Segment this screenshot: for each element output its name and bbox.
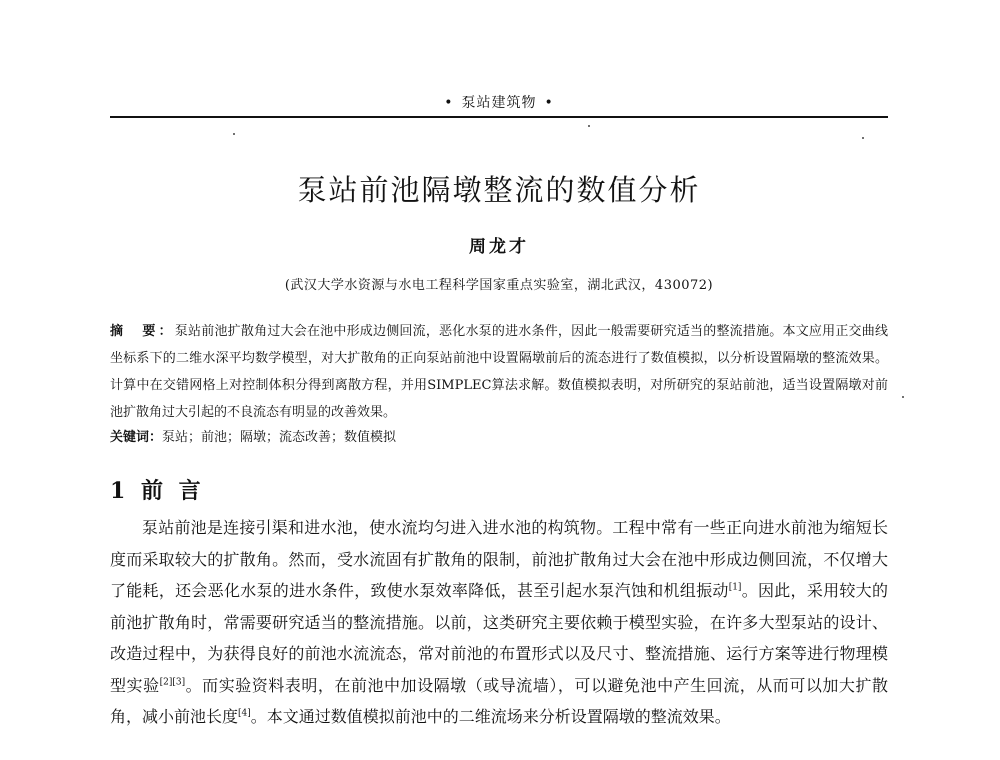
scan-speck <box>862 137 864 139</box>
header-bullet-left: • <box>444 95 454 111</box>
abstract-text: 泵站前池扩散角过大会在池中形成边侧回流，恶化水泵的进水条件，因此一般需要研究适当的整流措施。本文应用正交曲线坐标系下的二维水深平均数学模型，对大扩散角的正向泵站前池中设置隔墩前后的流态进行了数值模拟，以分析设置隔墩的整流效果。计算中在交错网格上对控制体积分得到离散方程，并用SIMPLEC算法求解。数值模拟表明，对所研究的泵站前池，适当设置隔墩对前池扩散角过大引起的不良流态有明显的改善效果。 <box>110 324 888 420</box>
abstract <box>110 318 888 426</box>
body-segment: 因此，采用较大的前池扩散角时，常需要研究适当的整流措施。以前，这类研究主要依赖于模型实验，在许多大型泵站的设计、改造过程中，为获得良好的前池水流流态，常对前池的布置形式以及尺寸、整流措施、运行方案等进行物理模型实验 <box>110 581 888 695</box>
scan-speck <box>902 396 904 398</box>
scan-speck <box>588 125 590 127</box>
header-rule <box>110 116 888 118</box>
keywords-label: 关键词： <box>110 430 163 445</box>
abstract-label: 摘 要： <box>110 324 175 339</box>
body-segment: 泵站前池是连接引渠和进水池，使水流均匀进入进水池的构筑物。工程中常有一些正向进水前池为缩短长度而采取较大的扩散角。然而，受水流固有扩散角的限制，前池扩散角过大会在池中形成边侧回流，不仅增大了能耗，还会恶化水泵的进水条件，致使水泵效率降低，甚至引起水泵汽蚀和机组振动 <box>110 518 888 600</box>
section-body: 泵站前池是连接引渠和进水池，使水流均匀进入进水池的构筑物。工程中常有一些正向进水前池为缩短长度而采取较大的扩散角。然而，受水流固有扩散角的限制，前池扩散角过大会在池中形成边侧回流，不仅增大了能耗，还会恶化水泵的进水条件，致使水泵效率降低，甚至引起水泵汽蚀和机组振动[1]。因此，采用较大的前池扩散角时，常需要研究适当的整流措施。以前，这类研究主要依赖于模型实验，在许多大型泵站的设计、改造过程中，为获得良好的前池水流流态，常对前池的布置形式以及尺寸、整流措施、运行方案等进行物理模型实验[2][3]。而实验资料表明，在前池中加设隔墩（或导流墙），可以避免池中产生回流，从而可以加大扩散角，减小前池长度[4]。本文通过数值模拟前池中的二维流场来分析设置隔墩的整流效果。 <box>110 518 888 726</box>
body-segment: 。而实验资料表明，在前池中加设隔墩（或导流墙），可以避免池中产生回流，从而可以加大扩散角，减小前池长度 <box>110 675 888 726</box>
citation[interactable]: [1] <box>728 582 742 593</box>
author-affiliation: (武汉大学水资源与水电工程科学国家重点实验室，湖北武汉，430072) <box>284 278 714 293</box>
author-name: 周龙才 <box>469 237 529 257</box>
citation[interactable]: [4] <box>238 708 251 719</box>
header-bullet-right: • <box>544 95 554 111</box>
running-header <box>110 92 888 112</box>
keywords-text: 泵站；前池；隔墩；流态改善；数值模拟 <box>162 430 397 445</box>
citation[interactable]: [2][3] <box>159 677 186 688</box>
paper-title: 泵站前池隔墩整流的数值分析 <box>297 173 701 207</box>
keywords <box>110 424 888 451</box>
running-header-text: 泵站建筑物 <box>461 95 537 111</box>
body-segment: 。本文通过数值模拟前池中的二维流场来分析设置隔墩的整流效果。 <box>250 707 731 726</box>
section-heading: 1 前 言 <box>110 478 205 504</box>
scan-speck <box>233 133 235 135</box>
